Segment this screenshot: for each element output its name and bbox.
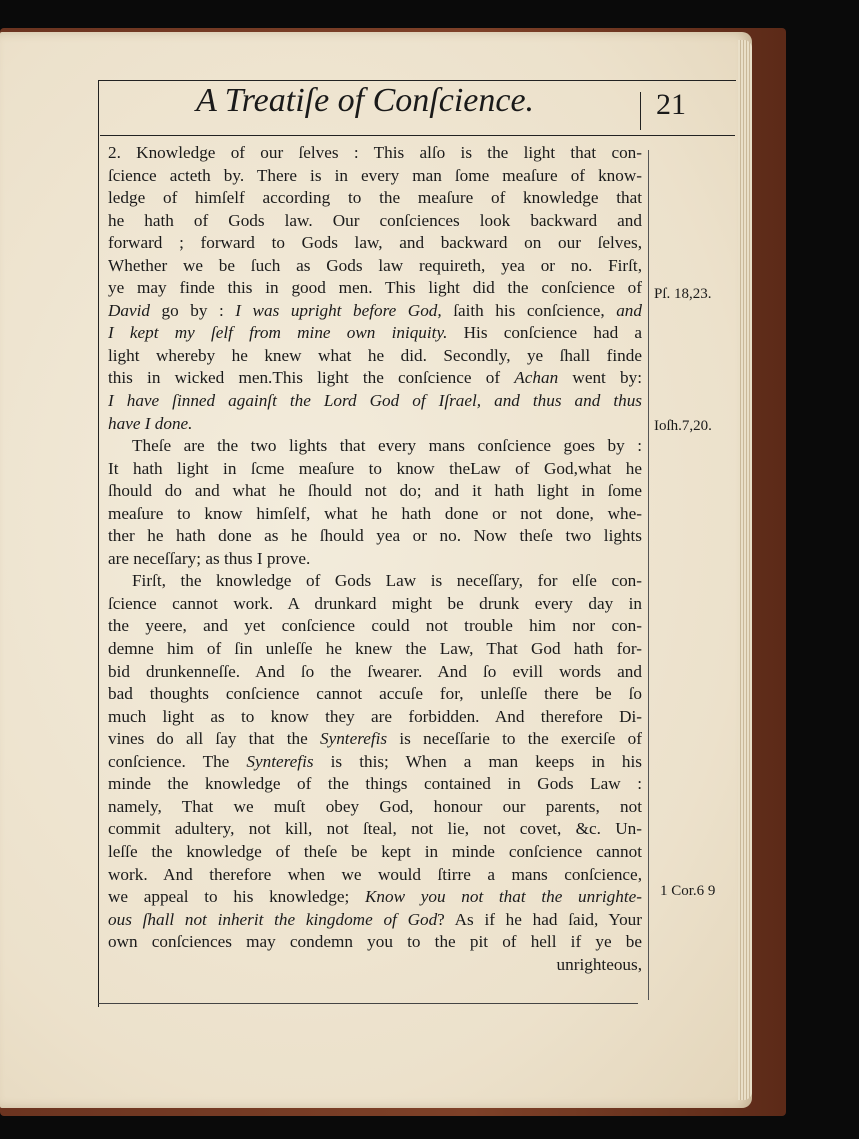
text-line: ther he hath done as he ſhould yea or no. Now theſe two lights <box>108 526 642 546</box>
text-line: It hath light in ſcme meaſure to know theLaw of God,what he <box>108 458 642 478</box>
text-line: David go by : I was upright before God, ſaith his conſcience, and <box>108 300 642 320</box>
text-line: are neceſſary; as thus I prove. <box>108 548 311 568</box>
text-line: ous ſhall not inherit the kingdome of God? As if he had ſaid, Your <box>108 909 642 929</box>
text-line: own conſciences may condemn you to the pit of hell if ye be <box>108 932 642 952</box>
margin-note-psalms: Pſ. 18,23. <box>654 286 712 302</box>
text-line: we appeal to his knowledge; Know you not that the unrighte- <box>108 887 642 907</box>
text-line: light whereby he knew what he did. Secondly, ye ſhall finde <box>108 345 642 365</box>
text-line: namely, That we muſt obey God, honour our parents, not <box>108 796 642 816</box>
text-line: vines do all ſay that the Synterefis is neceſſarie to the exerciſe of <box>108 729 642 749</box>
text-line: minde the knowledge of the things contained in Gods Law : <box>108 774 642 794</box>
page-edges <box>738 40 752 1100</box>
text-line: meaſure to know himſelf, what he hath done or not done, whe- <box>108 503 642 523</box>
text-line: leſſe the knowledge of theſe be kept in minde conſcience cannot <box>108 841 642 861</box>
text-line: commit adultery, not kill, not ſteal, not lie, not covet, &c. Un- <box>108 819 642 839</box>
text-line: bid drunkenneſſe. And ſo the ſwearer. And ſo evill words and <box>108 661 642 681</box>
body-text <box>108 142 642 976</box>
header-divider <box>640 92 641 130</box>
text-line: this in wicked men.This light the conſcience of Achan went by: <box>108 368 642 388</box>
text-line: forward ; forward to Gods law, and backward on our ſelves, <box>108 233 642 253</box>
text-line: ſcience cannot work. A drunkard might be drunk every day in <box>108 593 642 613</box>
header-rule <box>100 135 735 136</box>
text-line: Theſe are the two lights that every mans conſcience goes by : <box>132 436 642 456</box>
running-title: A Treatiſe of Conſcience. <box>196 82 535 119</box>
text-line: Whether we be ſuch as Gods law requireth, yea or no. Firſt, <box>108 255 642 275</box>
text-line: ſhould do and what he ſhould not do; and it hath light in ſome <box>108 481 642 501</box>
text-line: I kept my ſelf from mine own iniquity. His conſcience had a <box>108 323 642 343</box>
margin-column-rule <box>648 150 649 1000</box>
text-line: have I done. <box>108 413 193 433</box>
page-number: 21 <box>656 88 686 121</box>
catchword-line: unrighteous, <box>556 954 642 974</box>
text-line: he hath of Gods law. Our conſciences look backward and <box>108 210 642 230</box>
text-line: much light as to know they are forbidden. And therefore Di- <box>108 706 642 726</box>
text-line: ſcience acteth by. There is in every man ſome meaſure of know- <box>108 165 642 185</box>
text-line: conſcience. The Synterefis is this; When a man keeps in his <box>108 751 642 771</box>
text-line: ledge of himſelf according to the meaſure of knowledge that <box>108 188 642 208</box>
text-line: bad thoughts conſcience cannot accuſe for, unleſſe there be ſo <box>108 684 642 704</box>
text-line: Firſt, the knowledge of Gods Law is neceſſary, for elſe con- <box>132 571 642 591</box>
text-line: the yeere, and yet conſcience could not trouble him nor con- <box>108 616 642 636</box>
margin-note-joshua: Ioſh.7,20. <box>654 418 712 434</box>
text-line: work. And therefore when we would ſtirre a mans conſcience, <box>108 864 642 884</box>
frame-bottom-rule <box>98 1003 638 1004</box>
margin-note-corinthians: 1 Cor.6 9 <box>660 883 716 899</box>
text-line: demne him of ſin unleſſe he knew the Law, That God hath for- <box>108 639 642 659</box>
text-line: I have ſinned againſt the Lord God of Iſrael, and thus and thus <box>108 391 642 411</box>
text-line: 2. Knowledge of our ſelves : This alſo is the light that con- <box>108 143 642 162</box>
text-line: ye may finde this in good men. This light did the conſcience of <box>108 278 642 298</box>
